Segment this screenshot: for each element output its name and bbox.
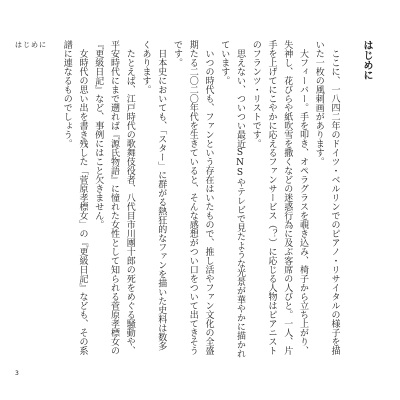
running-header: はじめに [15,41,47,49]
paragraph-4: いつの時代も、ファンという存在はいたもので、推し活やファン文化の全盛期たる二〇二〇年代を生きていると、そんな感想がつい口をついて出てきそうです。 [172,40,214,355]
paragraph-6: たとえば、江戸時代の歌舞伎役者、八代目市川團十郎の死をめぐる騒動や、平安時代にまで遡れば『源氏物語』に憧れた女性として知られる菅原孝標女の『更級日記』など、事例にはこと欠きません。 [93,40,135,355]
paragraph-1: ここに、一八四二年のドイツ・ベルリンでのピアノ・リサイタルの様子を描いた一枚の風刺画があります。 [313,40,340,355]
paragraph-5: 日本史においても、「スター」に群がる熱狂的なファンを描いた史料は数多くあります。 [140,40,167,351]
body-text [58,40,375,358]
paragraph-3: 思えない、ついつい最近SNSやテレビで見たような光景が華やかに描かれています。 [219,40,245,358]
paragraph-7: 女時代の思い出を書き残した「菅原孝標女」の『更級日記』なども、その系譜に連なるものでしょう。 [61,40,88,355]
page-number: 3 [15,370,19,377]
paragraph-2: 大フィーバー。手を叩き、オペラグラスを覗き込み、椅子から立ち上がり、失神し、花びらや紙吹雪を撒くなどの迷惑行為に及ぶ客席の人びと。一人、片手を上げてにこやかに応えるファンサービス（？）に応じる人物はピアニストのフランツ・リストです。 [250,40,308,355]
chapter-title: はじめに [361,40,372,80]
